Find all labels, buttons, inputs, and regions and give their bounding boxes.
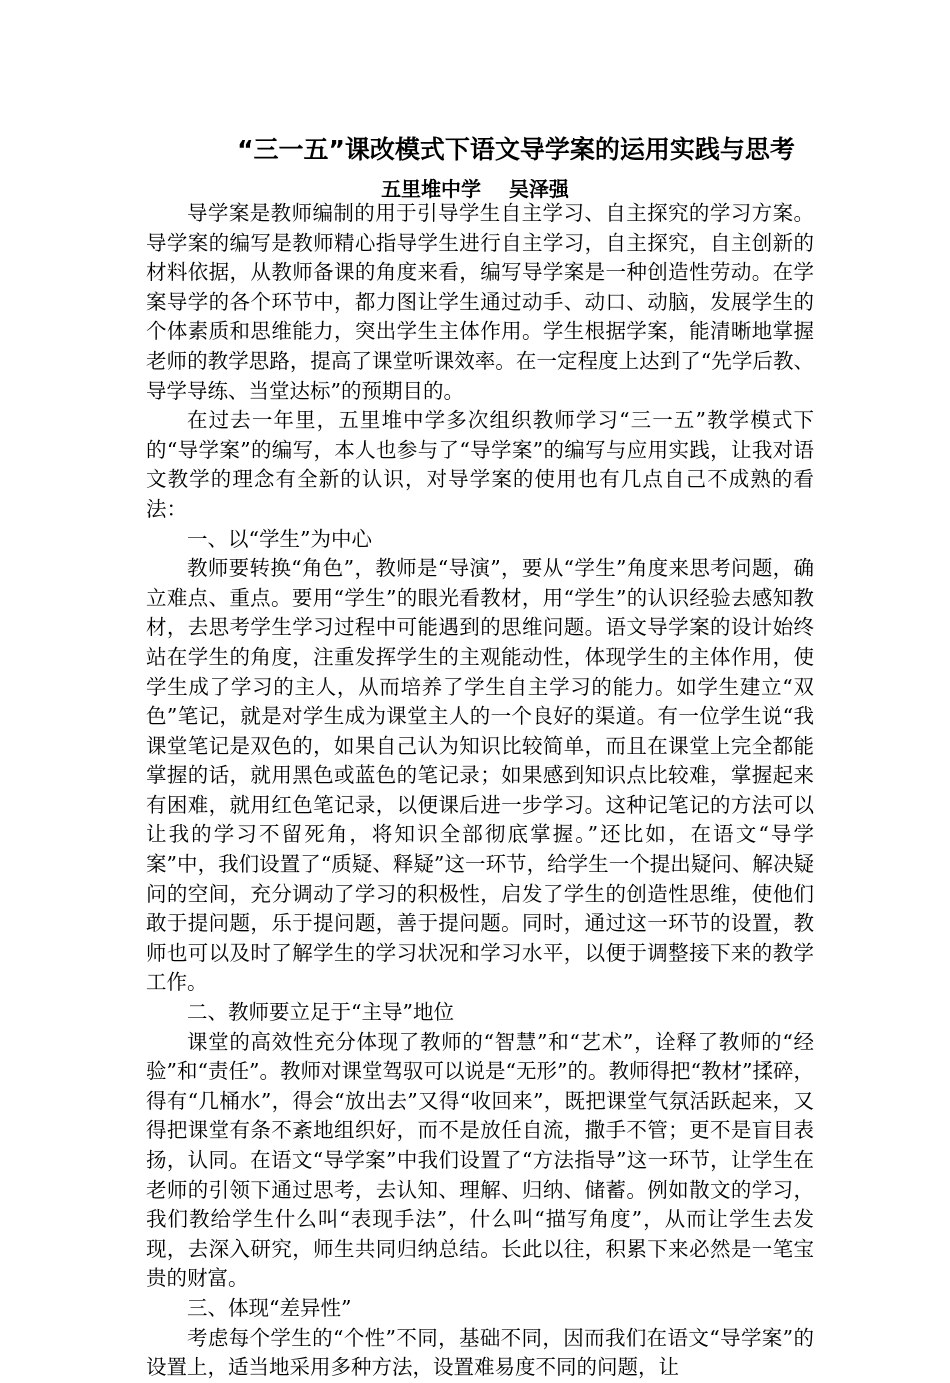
section-heading-3: 三、体现“差异性”	[187, 1295, 352, 1320]
paragraph-section-2: 课堂的高效性充分体现了教师的“智慧”和“艺术”，诠释了教师的“经验”和“责任”。教师对课堂驾驭可以说是“无形”的。教师得把“教材”揉碎，得有“几桶水”，得会“放出去”又得“收回来”，既把课堂气氛活跃起来，又得把课堂有条不紊地组织好，而不是放任自流，撒手不管；更不是盲目表扬，认同。在语文“导学案”中我们设置了“方法指导”这一环节，让学生在老师的引领下通过思考，去认知、理解、归纳、储蓄。例如散文的学习，我们教给学生什么叫“表现手法”，什么叫“描写角度”，从而让学生去发现，去深入研究，师生共同归纳总结。长此以往，积累下来必然是一笔宝贵的财富。	[146, 1029, 814, 1291]
section-heading-2: 二、教师要立足于“主导”地位	[187, 1000, 454, 1025]
paragraph-section-3: 考虑每个学生的“个性”不同，基础不同，因而我们在语文“导学案”的设置上，适当地采用多种方法，设置难易度不同的问题，让	[146, 1325, 814, 1380]
paragraph-background: 在过去一年里，五里堆中学多次组织教师学习“三一五”教学模式下的“导学案”的编写，本人也参与了“导学案”的编写与应用实践，让我对语文教学的理念有全新的认识，对导学案的使用也有几点自己不成熟的看法：	[146, 408, 814, 521]
document-body	[146, 199, 814, 1383]
author-byline: 五里堆中学 吴泽强	[381, 177, 569, 201]
document-title: “三一五”课改模式下语文导学案的运用实践与思考	[237, 135, 795, 164]
paragraph-section-1: 教师要转换“角色”，教师是“导演”，要从“学生”角度来思考问题，确立难点、重点。要用“学生”的眼光看教材，用“学生”的认识经验去感知教材，去思考学生学习过程中可能遇到的思维问题。语文导学案的设计始终站在学生的角度，注重发挥学生的主观能动性，体现学生的主体作用，使学生成了学习的主人，从而培养了学生自主学习的能力。如学生建立“双色”笔记，就是对学生成为课堂主人的一个良好的渠道。有一位学生说“我课堂笔记是双色的，如果自己认为知识比较简单，而且在课堂上完全都能掌握的话，就用黑色或蓝色的笔记录；如果感到知识点比较难，掌握起来有困难，就用红色笔记录，以便课后进一步学习。这种记笔记的方法可以让我的学习不留死角，将知识全部彻底掌握。”还比如，在语文“导学案”中，我们设置了“质疑、释疑”这一环节，给学生一个提出疑问、解决疑问的空间，充分调动了学习的积极性，启发了学生的创造性思维，使他们敢于提问题，乐于提问题，善于提问题。同时，通过这一环节的设置，教师也可以及时了解学生的学习状况和学习水平，以便于调整接下来的教学工作。	[146, 556, 814, 995]
section-heading-1: 一、以“学生”为中心	[187, 526, 372, 551]
paragraph-intro: 导学案是教师编制的用于引导学生自主学习、自主探究的学习方案。导学案的编写是教师精心指导学生进行自主学习，自主探究，自主创新的材料依据，从教师备课的角度来看，编写导学案是一种创造性劳动。在学案导学的各个环节中，都力图让学生通过动手、动口、动脑，发展学生的个体素质和思维能力，突出学生主体作用。学生根据学案，能清晰地掌握老师的教学思路，提高了课堂听课效率。在一定程度上达到了“先学后教、导学导练、当堂达标”的预期目的。	[146, 201, 814, 403]
